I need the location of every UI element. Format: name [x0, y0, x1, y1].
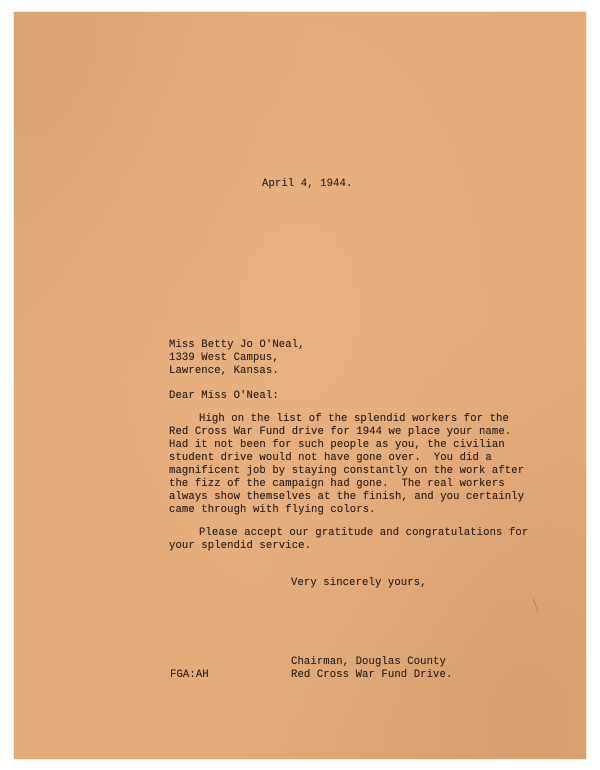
paragraph-line: High on the list of the splendid workers for the [199, 413, 509, 425]
paragraph-line: your splendid service. [169, 540, 312, 552]
closing: Very sincerely yours, [291, 577, 427, 589]
paragraph-line: came through with flying colors. [169, 504, 376, 516]
letter-date: April 4, 1944. [262, 178, 353, 190]
paragraph-line: the fizz of the campaign had gone. The real workers [169, 478, 505, 490]
paragraph-line: Red Cross War Fund drive for 1944 we place your name. [169, 426, 512, 438]
recipient-city: Lawrence, Kansas. [169, 365, 279, 377]
signature-title: Chairman, Douglas County [291, 656, 446, 668]
letter-paper [14, 12, 586, 759]
salutation: Dear Miss O'Neal: [169, 390, 279, 402]
recipient-name: Miss Betty Jo O'Neal, [169, 339, 305, 351]
paragraph-line: magnificent job by staying constantly on the work after [169, 465, 525, 477]
recipient-street: 1339 West Campus, [169, 352, 279, 364]
paragraph-line: student drive would not have gone over. You did a [169, 452, 492, 464]
paragraph-line: always show themselves at the finish, and you certainly [169, 491, 525, 503]
paragraph-line: Had it not been for such people as you, the civilian [169, 439, 505, 451]
paragraph-line: Please accept our gratitude and congratulations for [199, 527, 529, 539]
typist-initials: FGA:AH [170, 669, 209, 681]
signature-organization: Red Cross War Fund Drive. [291, 669, 453, 681]
